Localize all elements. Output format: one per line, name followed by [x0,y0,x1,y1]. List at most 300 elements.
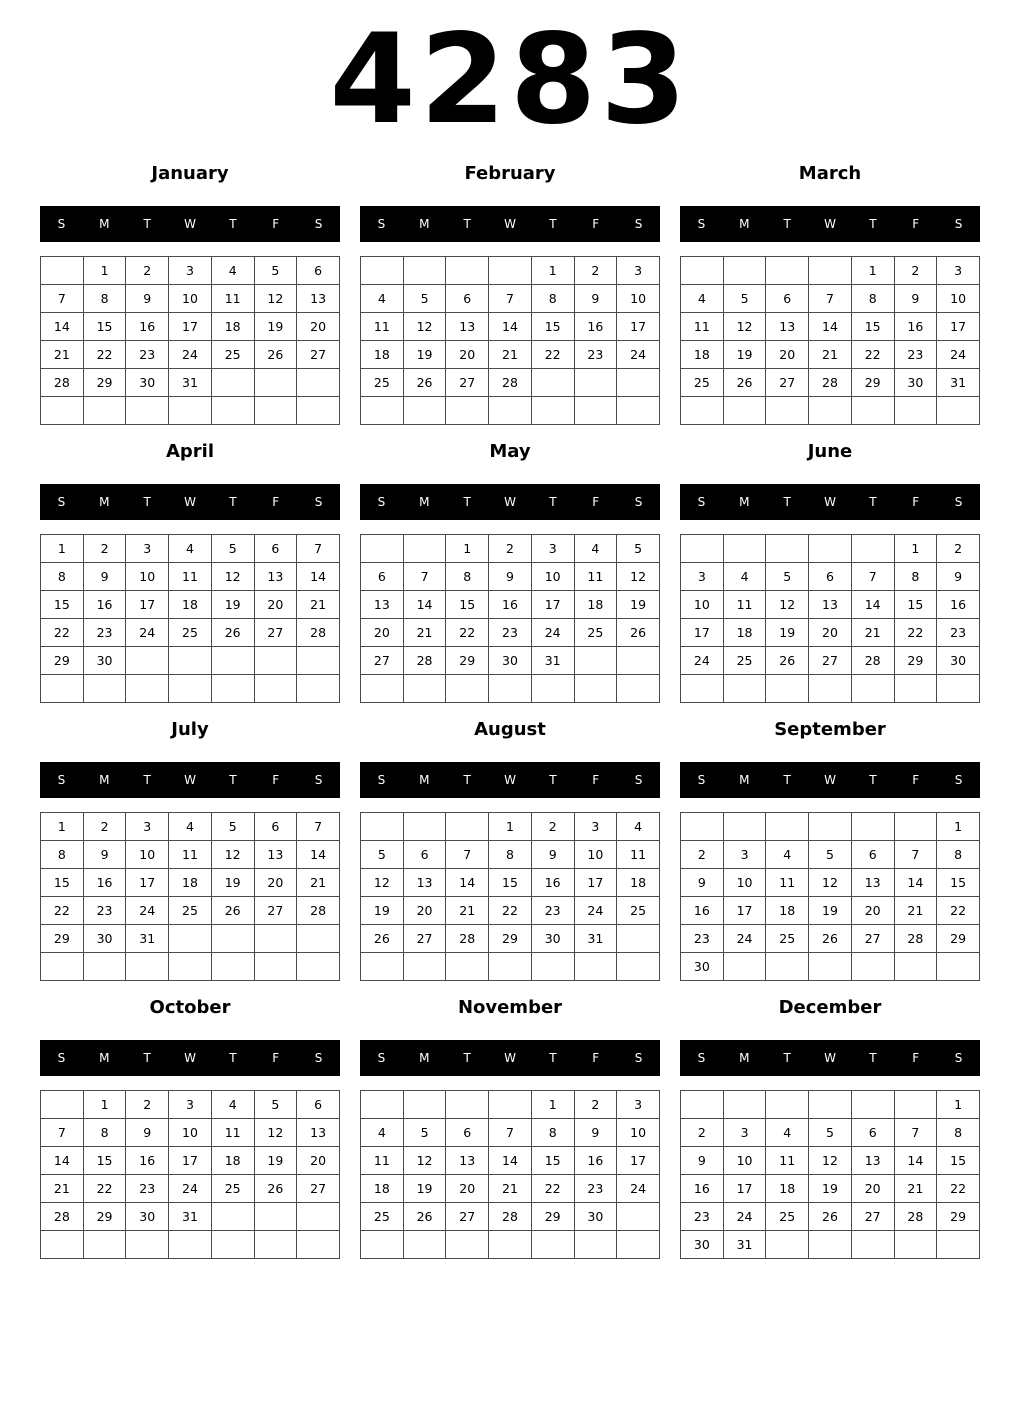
weekday-label: S [377,773,386,787]
week-row [361,397,660,425]
day-cell: 7 [297,535,340,563]
day-cell: 12 [254,285,297,313]
day-cell: 8 [83,1119,126,1147]
empty-cell [574,1231,617,1259]
empty-cell [851,1231,894,1259]
empty-cell [211,647,254,675]
day-cell: 3 [617,1091,660,1119]
weekday-label: F [272,1051,280,1065]
empty-cell [489,675,532,703]
day-cell: 14 [809,313,852,341]
day-cell: 17 [531,591,574,619]
day-cell: 7 [809,285,852,313]
empty-cell [446,953,489,981]
day-cell: 10 [723,1147,766,1175]
weekday-label: M [99,217,110,231]
day-cell: 4 [211,257,254,285]
empty-cell [126,1231,169,1259]
empty-cell [766,675,809,703]
week-row [681,841,980,869]
weekday-header [680,1040,980,1076]
day-cell: 8 [446,563,489,591]
day-cell: 28 [851,647,894,675]
empty-cell [723,535,766,563]
day-cell: 28 [403,647,446,675]
day-cell: 14 [851,591,894,619]
week-row [361,369,660,397]
day-cell: 26 [254,1175,297,1203]
weekday-label: S [634,217,643,231]
weekday-label: T [463,1051,471,1065]
day-cell: 19 [809,1175,852,1203]
empty-cell [41,953,84,981]
day-cell: 20 [851,1175,894,1203]
day-cell: 15 [531,313,574,341]
day-cell: 31 [169,1203,212,1231]
day-cell: 9 [489,563,532,591]
day-cell: 23 [574,341,617,369]
day-cell: 31 [937,369,980,397]
day-cell: 25 [211,341,254,369]
weekday-label: T [783,217,791,231]
day-cell: 28 [894,1203,937,1231]
day-cell: 12 [809,1147,852,1175]
day-cell: 3 [169,257,212,285]
weekday-label: M [99,1051,110,1065]
day-cell: 17 [723,1175,766,1203]
empty-cell [83,953,126,981]
week-row [361,313,660,341]
day-cell: 1 [531,1091,574,1119]
empty-cell [894,813,937,841]
day-cell: 12 [254,1119,297,1147]
day-cell: 6 [766,285,809,313]
empty-cell [766,1231,809,1259]
week-row [41,285,340,313]
day-cell: 15 [894,591,937,619]
empty-cell [681,257,724,285]
week-row [41,341,340,369]
week-row [681,953,980,981]
week-row [681,897,980,925]
day-cell: 23 [531,897,574,925]
weekday-label: T [783,773,791,787]
day-cell: 2 [937,535,980,563]
day-cell: 26 [617,619,660,647]
weekday-label: S [634,495,643,509]
weekday-label: T [549,1051,557,1065]
weekday-label: T [143,217,151,231]
day-cell: 11 [723,591,766,619]
day-cell: 1 [41,535,84,563]
day-cell: 3 [723,841,766,869]
day-cell: 23 [894,341,937,369]
day-cell: 24 [723,1203,766,1231]
day-cell: 9 [531,841,574,869]
day-cell: 29 [937,1203,980,1231]
day-cell: 6 [297,1091,340,1119]
empty-cell [211,675,254,703]
day-cell: 27 [297,1175,340,1203]
day-cell: 2 [574,1091,617,1119]
day-cell: 12 [211,841,254,869]
day-cell: 30 [531,925,574,953]
day-cell: 19 [254,313,297,341]
day-cell: 26 [211,619,254,647]
month-name: November [457,997,563,1018]
empty-cell [169,397,212,425]
day-cell: 9 [937,563,980,591]
empty-cell [446,1091,489,1119]
empty-cell [211,397,254,425]
empty-cell [41,1091,84,1119]
week-row [361,1091,660,1119]
day-cell: 14 [297,841,340,869]
day-cell: 17 [126,591,169,619]
empty-cell [254,925,297,953]
empty-cell [403,953,446,981]
day-cell: 20 [446,1175,489,1203]
week-row [41,369,340,397]
day-cell: 12 [723,313,766,341]
day-cell: 20 [254,869,297,897]
day-cell: 21 [446,897,489,925]
weekday-label: S [697,773,706,787]
week-row [681,341,980,369]
week-row [681,647,980,675]
day-cell: 27 [809,647,852,675]
weekday-label: M [739,1051,750,1065]
day-cell: 25 [766,925,809,953]
week-row [41,313,340,341]
day-cell: 23 [574,1175,617,1203]
day-cell: 3 [126,535,169,563]
weekday-label: T [463,495,471,509]
weekday-label: S [314,217,323,231]
day-cell: 29 [83,1203,126,1231]
empty-cell [489,1091,532,1119]
empty-cell [403,257,446,285]
day-cell: 3 [723,1119,766,1147]
day-cell: 17 [617,313,660,341]
empty-cell [297,953,340,981]
empty-cell [851,535,894,563]
day-grid [680,812,980,981]
empty-cell [361,813,404,841]
day-cell: 8 [489,841,532,869]
day-cell: 25 [723,647,766,675]
week-row [41,1147,340,1175]
day-cell: 19 [723,341,766,369]
weekday-label: S [954,217,963,231]
empty-cell [681,1091,724,1119]
weekday-label: M [419,773,430,787]
day-cell: 22 [937,897,980,925]
day-cell: 27 [851,1203,894,1231]
month-name: February [464,163,556,184]
weekday-label: T [229,217,237,231]
day-cell: 6 [851,1119,894,1147]
empty-cell [83,675,126,703]
empty-cell [297,647,340,675]
day-cell: 13 [851,869,894,897]
day-cell: 27 [403,925,446,953]
week-row [41,1119,340,1147]
day-cell: 3 [937,257,980,285]
empty-cell [937,397,980,425]
empty-cell [41,1231,84,1259]
day-cell: 9 [681,869,724,897]
day-cell: 16 [489,591,532,619]
empty-cell [446,257,489,285]
day-cell: 2 [489,535,532,563]
day-cell: 13 [403,869,446,897]
week-row [361,1147,660,1175]
empty-cell [531,397,574,425]
day-cell: 24 [574,897,617,925]
day-grid [40,256,340,425]
empty-cell [766,953,809,981]
weekday-header [360,1040,660,1076]
day-cell: 24 [937,341,980,369]
day-cell: 11 [169,841,212,869]
empty-cell [254,953,297,981]
day-cell: 15 [83,1147,126,1175]
day-cell: 23 [681,925,724,953]
empty-cell [681,675,724,703]
day-cell: 4 [361,1119,404,1147]
day-cell: 28 [489,1203,532,1231]
day-cell: 11 [211,285,254,313]
day-cell: 8 [531,285,574,313]
day-cell: 18 [617,869,660,897]
day-cell: 20 [446,341,489,369]
day-cell: 19 [211,591,254,619]
day-cell: 26 [809,925,852,953]
weekday-label: S [954,773,963,787]
day-cell: 6 [446,285,489,313]
weekday-label: T [869,495,877,509]
day-cell: 11 [169,563,212,591]
empty-cell [297,1203,340,1231]
day-cell: 9 [126,1119,169,1147]
day-cell: 14 [297,563,340,591]
year-title: 4283 [329,8,691,152]
day-cell: 14 [41,1147,84,1175]
day-cell: 14 [446,869,489,897]
empty-cell [169,675,212,703]
day-grid [360,256,660,425]
day-cell: 22 [937,1175,980,1203]
empty-cell [169,953,212,981]
day-cell: 24 [617,341,660,369]
empty-cell [211,369,254,397]
day-cell: 10 [531,563,574,591]
day-cell: 6 [446,1119,489,1147]
day-cell: 7 [489,1119,532,1147]
weekday-label: T [229,773,237,787]
day-cell: 7 [894,1119,937,1147]
day-cell: 6 [851,841,894,869]
day-cell: 2 [126,1091,169,1119]
day-cell: 21 [894,1175,937,1203]
empty-cell [809,953,852,981]
day-cell: 3 [169,1091,212,1119]
weekday-label: T [869,773,877,787]
day-cell: 20 [297,313,340,341]
month-name: May [489,441,531,462]
week-row [681,313,980,341]
empty-cell [254,369,297,397]
empty-cell [574,953,617,981]
empty-cell [723,397,766,425]
week-row [361,897,660,925]
day-cell: 18 [169,591,212,619]
week-row [41,563,340,591]
day-cell: 16 [126,313,169,341]
day-cell: 21 [489,1175,532,1203]
empty-cell [297,675,340,703]
empty-cell [723,257,766,285]
day-cell: 27 [361,647,404,675]
week-row [681,1231,980,1259]
day-cell: 23 [83,619,126,647]
empty-cell [489,953,532,981]
day-cell: 7 [446,841,489,869]
empty-cell [574,675,617,703]
empty-cell [403,675,446,703]
empty-cell [617,1231,660,1259]
day-cell: 5 [254,1091,297,1119]
week-row [361,953,660,981]
weekday-label: F [592,495,600,509]
week-row [41,1231,340,1259]
empty-cell [361,675,404,703]
week-row [681,675,980,703]
empty-cell [851,1091,894,1119]
day-cell: 25 [361,1203,404,1231]
empty-cell [254,675,297,703]
weekday-label: S [57,217,66,231]
empty-cell [489,1231,532,1259]
weekday-label: F [592,1051,600,1065]
day-cell: 24 [169,341,212,369]
day-cell: 4 [361,285,404,313]
empty-cell [531,675,574,703]
weekday-label: M [739,773,750,787]
week-row [681,535,980,563]
day-cell: 27 [254,897,297,925]
day-cell: 29 [531,1203,574,1231]
day-cell: 24 [723,925,766,953]
day-cell: 17 [723,897,766,925]
empty-cell [681,813,724,841]
day-cell: 4 [681,285,724,313]
empty-cell [361,257,404,285]
week-row [41,619,340,647]
day-cell: 1 [83,257,126,285]
day-cell: 19 [254,1147,297,1175]
day-cell: 13 [766,313,809,341]
empty-cell [126,397,169,425]
week-row [681,369,980,397]
day-cell: 21 [297,591,340,619]
week-row [681,1091,980,1119]
day-cell: 10 [169,285,212,313]
day-cell: 12 [403,313,446,341]
weekday-label: T [549,217,557,231]
day-cell: 18 [766,897,809,925]
day-cell: 22 [489,897,532,925]
week-row [681,591,980,619]
weekday-label: T [549,495,557,509]
empty-cell [681,535,724,563]
month-name: April [165,441,215,462]
day-cell: 9 [894,285,937,313]
weekday-label: F [272,773,280,787]
weekday-label: M [739,495,750,509]
day-cell: 7 [41,285,84,313]
day-cell: 5 [617,535,660,563]
empty-cell [574,647,617,675]
day-cell: 30 [574,1203,617,1231]
day-cell: 8 [894,563,937,591]
empty-cell [766,257,809,285]
day-cell: 1 [894,535,937,563]
day-cell: 4 [211,1091,254,1119]
day-cell: 8 [41,841,84,869]
day-cell: 13 [446,1147,489,1175]
day-cell: 28 [894,925,937,953]
day-cell: 29 [489,925,532,953]
day-cell: 17 [574,869,617,897]
day-cell: 26 [403,369,446,397]
weekday-label: S [697,495,706,509]
day-cell: 20 [809,619,852,647]
day-cell: 18 [169,869,212,897]
day-cell: 13 [297,1119,340,1147]
weekday-label: M [739,217,750,231]
day-cell: 3 [617,257,660,285]
day-cell: 6 [254,813,297,841]
week-row [681,869,980,897]
day-cell: 19 [403,1175,446,1203]
day-cell: 16 [83,869,126,897]
day-cell: 30 [681,953,724,981]
day-cell: 6 [809,563,852,591]
day-grid [360,812,660,981]
weekday-label: W [824,773,836,787]
weekday-header [680,484,980,520]
day-cell: 13 [361,591,404,619]
day-cell: 4 [169,813,212,841]
day-cell: 23 [489,619,532,647]
empty-cell [83,397,126,425]
week-row [361,925,660,953]
day-cell: 25 [681,369,724,397]
month-name: September [774,719,886,740]
day-cell: 25 [766,1203,809,1231]
empty-cell [617,647,660,675]
day-cell: 5 [766,563,809,591]
day-cell: 29 [41,925,84,953]
week-row [681,563,980,591]
week-row [41,925,340,953]
day-cell: 22 [531,341,574,369]
day-cell: 20 [254,591,297,619]
day-cell: 8 [83,285,126,313]
day-cell: 21 [809,341,852,369]
